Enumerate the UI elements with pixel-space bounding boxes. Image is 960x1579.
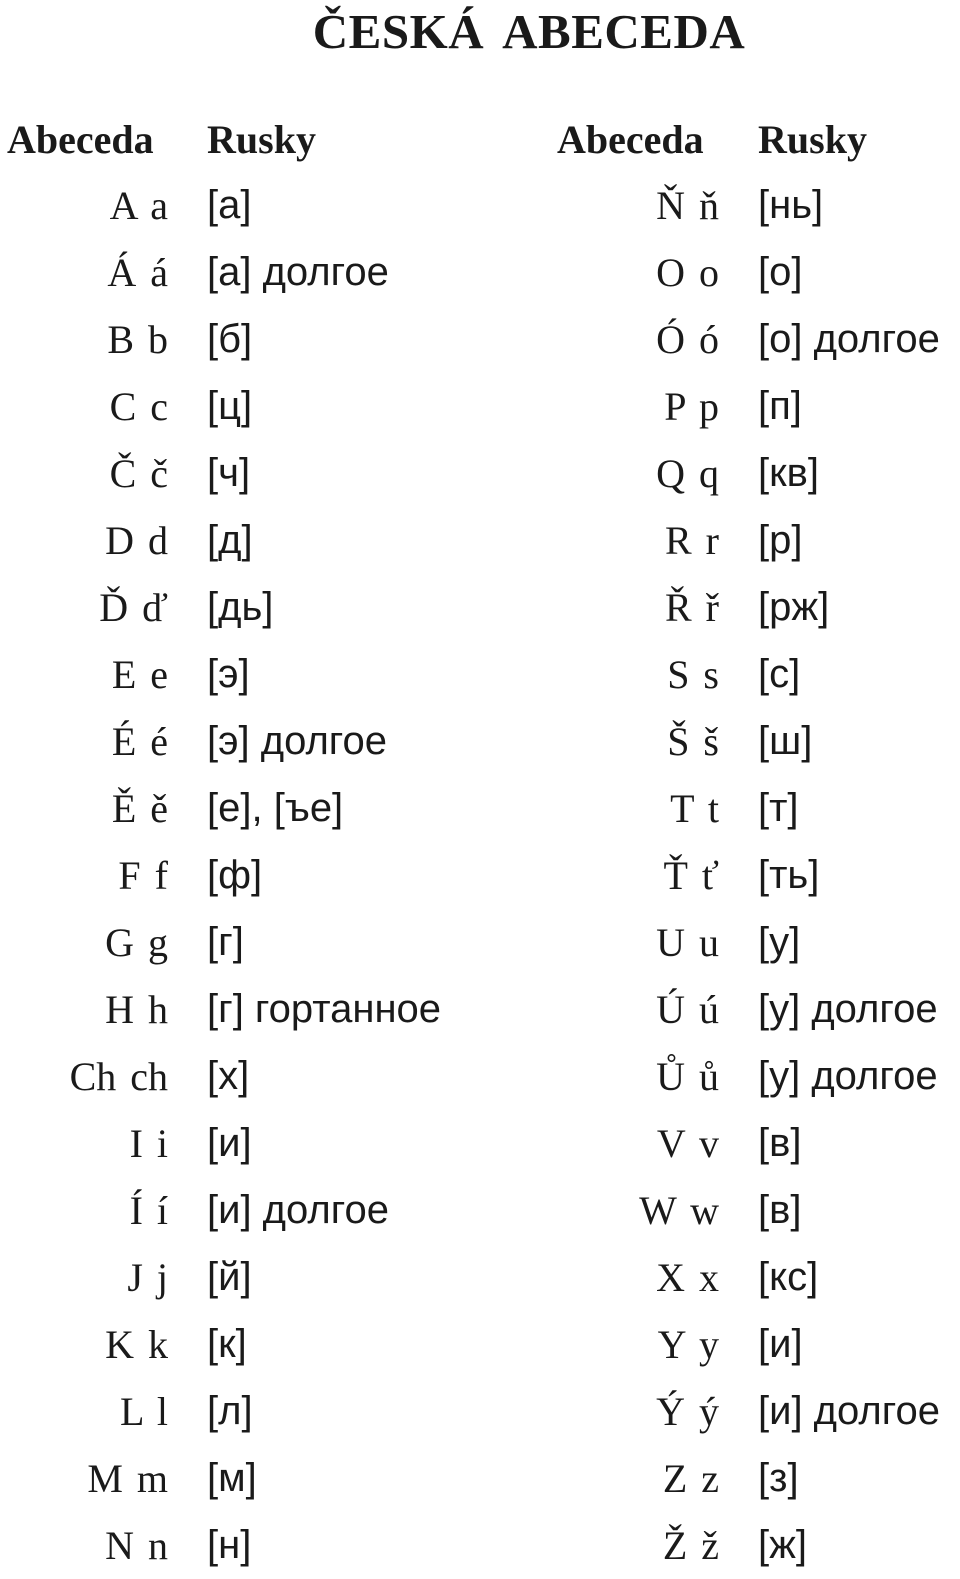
czech-letter: Ě ě	[111, 786, 168, 831]
czech-letter: Ý ý	[656, 1389, 719, 1434]
czech-letter: Č č	[109, 451, 168, 496]
czech-letter: Ů ů	[656, 1054, 719, 1099]
russian-pronunciation: [ж]	[758, 1523, 807, 1567]
czech-letter: Š š	[667, 719, 719, 764]
russian-pronunciation: [ф]	[207, 853, 263, 897]
czech-letter: Y y	[657, 1322, 719, 1367]
czech-letter: Ť ť	[663, 853, 719, 898]
russian-pronunciation: [дь]	[207, 585, 274, 629]
czech-letter: W w	[639, 1188, 719, 1233]
russian-pronunciation: [у] долгое	[758, 987, 938, 1031]
russian-pronunciation: [ц]	[207, 384, 253, 428]
russian-pronunciation: [с]	[758, 652, 801, 696]
russian-pronunciation: [у]	[758, 920, 801, 964]
header-abeceda: Abeceda	[557, 117, 704, 162]
russian-pronunciation: [и]	[758, 1322, 803, 1366]
czech-letter: V v	[656, 1121, 719, 1166]
czech-letter: X x	[656, 1255, 719, 1300]
russian-pronunciation: [э]	[207, 652, 250, 696]
russian-pronunciation: [м]	[207, 1456, 257, 1500]
czech-letter: I i	[129, 1121, 168, 1166]
russian-pronunciation: [у] долгое	[758, 1054, 938, 1098]
czech-letter: K k	[105, 1322, 168, 1367]
czech-letter: Ď ď	[99, 585, 168, 630]
czech-letter: L l	[119, 1389, 168, 1434]
czech-letter: G g	[105, 920, 168, 965]
czech-letter: R r	[665, 518, 719, 563]
russian-pronunciation: [л]	[207, 1389, 253, 1433]
russian-pronunciation: [р]	[758, 518, 803, 562]
russian-pronunciation: [п]	[758, 384, 802, 428]
page-title: ČESKÁ ABECEDA	[312, 4, 746, 59]
czech-letter: Z z	[662, 1456, 719, 1501]
czech-letter: M m	[87, 1456, 168, 1501]
russian-pronunciation: [к]	[207, 1322, 247, 1366]
czech-letter: Ř ř	[665, 585, 719, 630]
czech-letter: Á á	[107, 250, 168, 295]
russian-pronunciation: [а]	[207, 183, 252, 227]
russian-pronunciation: [нь]	[758, 183, 824, 227]
czech-letter: Q q	[656, 451, 719, 496]
czech-letter: D d	[105, 518, 168, 563]
czech-letter: C c	[109, 384, 168, 429]
russian-pronunciation: [э] долгое	[207, 719, 387, 763]
czech-letter: A a	[109, 183, 168, 228]
czech-letter: E e	[111, 652, 168, 697]
czech-letter: F f	[118, 853, 168, 898]
russian-pronunciation: [о] долгое	[758, 317, 940, 361]
russian-pronunciation: [г]	[207, 920, 244, 964]
russian-pronunciation: [ч]	[207, 451, 251, 495]
czech-letter: U u	[656, 920, 719, 965]
czech-letter: B b	[107, 317, 168, 362]
czech-letter: T t	[670, 786, 719, 831]
header-abeceda: Abeceda	[7, 117, 154, 162]
russian-pronunciation: [кв]	[758, 451, 819, 495]
russian-pronunciation: [б]	[207, 317, 253, 361]
russian-pronunciation: [г] гортанное	[207, 987, 442, 1031]
czech-letter: Í í	[129, 1188, 168, 1233]
czech-letter: P p	[664, 384, 719, 429]
czech-letter: O o	[656, 250, 719, 295]
russian-pronunciation: [й]	[207, 1255, 252, 1299]
czech-letter: Ch ch	[69, 1054, 168, 1099]
russian-pronunciation: [д]	[207, 518, 253, 562]
czech-letter: É é	[111, 719, 168, 764]
czech-letter: Ž ž	[662, 1523, 719, 1568]
header-rusky: Rusky	[207, 117, 316, 162]
czech-letter: Ú ú	[656, 987, 719, 1032]
czech-letter: Ň ň	[656, 183, 719, 228]
russian-pronunciation: [рж]	[758, 585, 830, 629]
czech-letter: N n	[105, 1523, 168, 1568]
russian-pronunciation: [а] долгое	[207, 250, 389, 294]
russian-pronunciation: [н]	[207, 1523, 252, 1567]
russian-pronunciation: [и] долгое	[758, 1389, 940, 1433]
russian-pronunciation: [и]	[207, 1121, 252, 1165]
czech-letter: Ó ó	[656, 317, 719, 362]
russian-pronunciation: [кс]	[758, 1255, 819, 1299]
russian-pronunciation: [ш]	[758, 719, 813, 763]
russian-pronunciation: [т]	[758, 786, 799, 830]
russian-pronunciation: [и] долгое	[207, 1188, 389, 1232]
czech-letter: H h	[105, 987, 168, 1032]
russian-pronunciation: [е], [ъе]	[207, 786, 344, 830]
czech-letter: J j	[127, 1255, 168, 1300]
czech-letter: S s	[667, 652, 719, 697]
russian-pronunciation: [х]	[207, 1054, 250, 1098]
russian-pronunciation: [в]	[758, 1188, 802, 1232]
russian-pronunciation: [в]	[758, 1121, 802, 1165]
header-rusky: Rusky	[758, 117, 867, 162]
russian-pronunciation: [о]	[758, 250, 803, 294]
russian-pronunciation: [з]	[758, 1456, 799, 1500]
russian-pronunciation: [ть]	[758, 853, 820, 897]
